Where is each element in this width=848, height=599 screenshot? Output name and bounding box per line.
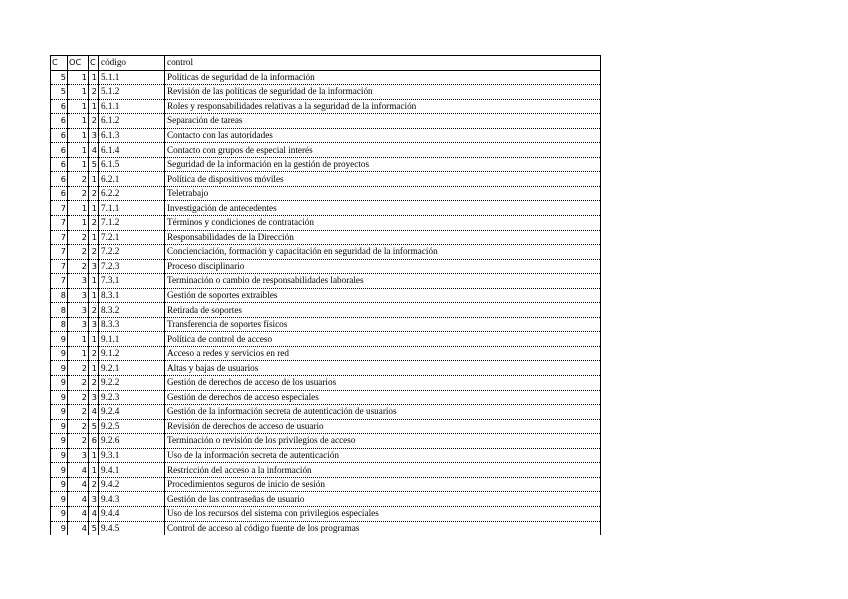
cell-c2: 2	[89, 376, 99, 391]
cell-oc: 2	[68, 230, 89, 245]
cell-control: Revisión de las políticas de seguridad de la información	[165, 85, 601, 100]
cell-control: Uso de la información secreta de autenticación	[165, 448, 601, 463]
table-row	[51, 303, 601, 318]
cell-c: 7	[51, 274, 68, 289]
cell-c2: 4	[89, 506, 99, 521]
cell-codigo: 9.2.2	[99, 376, 165, 391]
cell-oc: 2	[68, 186, 89, 201]
cell-c2: 1	[89, 332, 99, 347]
cell-oc: 1	[68, 143, 89, 158]
cell-c2: 1	[89, 201, 99, 216]
cell-codigo: 9.4.2	[99, 477, 165, 492]
cell-codigo: 5.1.2	[99, 85, 165, 100]
cell-oc: 3	[68, 317, 89, 332]
cell-codigo: 9.2.4	[99, 405, 165, 420]
table-row	[51, 245, 601, 260]
cell-control: Altas y bajas de usuarios	[165, 361, 601, 376]
cell-c: 9	[51, 346, 68, 361]
cell-c2: 2	[89, 346, 99, 361]
cell-control: Gestión de derechos de acceso de los usuarios	[165, 376, 601, 391]
table-row	[51, 128, 601, 143]
cell-c2: 3	[89, 492, 99, 507]
cell-c2: 2	[89, 245, 99, 260]
table-row	[51, 332, 601, 347]
header-c2: C	[89, 56, 99, 71]
cell-c: 7	[51, 259, 68, 274]
table-row	[51, 274, 601, 289]
cell-codigo: 6.1.5	[99, 157, 165, 172]
cell-c2: 3	[89, 390, 99, 405]
cell-c2: 5	[89, 157, 99, 172]
cell-control: Políticas de seguridad de la información	[165, 70, 601, 85]
cell-oc: 1	[68, 332, 89, 347]
cell-oc: 4	[68, 477, 89, 492]
cell-c: 9	[51, 434, 68, 449]
cell-codigo: 7.2.1	[99, 230, 165, 245]
cell-c2: 1	[89, 230, 99, 245]
cell-oc: 2	[68, 390, 89, 405]
table-row	[51, 85, 601, 100]
cell-c2: 1	[89, 70, 99, 85]
header-control: control	[165, 56, 601, 71]
cell-c: 7	[51, 245, 68, 260]
table-row	[51, 390, 601, 405]
table-row	[51, 506, 601, 521]
cell-c2: 1	[89, 288, 99, 303]
cell-oc: 2	[68, 376, 89, 391]
cell-c: 9	[51, 405, 68, 420]
cell-c2: 1	[89, 448, 99, 463]
header-c: C	[51, 56, 68, 71]
cell-control: Procedimientos seguros de inicio de sesión	[165, 477, 601, 492]
table-row	[51, 463, 601, 478]
cell-codigo: 9.1.2	[99, 346, 165, 361]
cell-c: 6	[51, 186, 68, 201]
cell-control: Control de acceso al código fuente de los programas	[165, 521, 601, 535]
cell-oc: 3	[68, 448, 89, 463]
cell-control: Retirada de soportes	[165, 303, 601, 318]
cell-control: Terminación o cambio de responsabilidades laborales	[165, 274, 601, 289]
cell-codigo: 9.2.6	[99, 434, 165, 449]
cell-codigo: 9.2.3	[99, 390, 165, 405]
cell-control: Política de dispositivos móviles	[165, 172, 601, 187]
table-row	[51, 201, 601, 216]
cell-c2: 2	[89, 114, 99, 129]
cell-oc: 4	[68, 463, 89, 478]
cell-oc: 2	[68, 172, 89, 187]
cell-codigo: 6.2.2	[99, 186, 165, 201]
cell-control: Revisión de derechos de acceso de usuario	[165, 419, 601, 434]
cell-oc: 3	[68, 303, 89, 318]
cell-c2: 3	[89, 128, 99, 143]
cell-oc: 1	[68, 346, 89, 361]
cell-c: 9	[51, 463, 68, 478]
table-row	[51, 521, 601, 535]
cell-c2: 5	[89, 521, 99, 535]
cell-codigo: 9.4.5	[99, 521, 165, 535]
cell-c: 9	[51, 492, 68, 507]
cell-c2: 2	[89, 186, 99, 201]
table-row	[51, 186, 601, 201]
cell-codigo: 9.2.1	[99, 361, 165, 376]
cell-codigo: 8.3.3	[99, 317, 165, 332]
cell-c2: 4	[89, 405, 99, 420]
cell-oc: 3	[68, 288, 89, 303]
cell-control: Seguridad de la información en la gestión de proyectos	[165, 157, 601, 172]
cell-oc: 4	[68, 521, 89, 535]
header-oc: OC	[68, 56, 89, 71]
table-row	[51, 376, 601, 391]
cell-control: Gestión de las contraseñas de usuario	[165, 492, 601, 507]
cell-control: Roles y responsabilidades relativas a la seguridad de la información	[165, 99, 601, 114]
cell-oc: 1	[68, 85, 89, 100]
table-row	[51, 346, 601, 361]
cell-control: Acceso a redes y servicios en red	[165, 346, 601, 361]
cell-c: 9	[51, 521, 68, 535]
table-row	[51, 143, 601, 158]
cell-control: Gestión de derechos de acceso especiales	[165, 390, 601, 405]
cell-c2: 1	[89, 463, 99, 478]
table-row	[51, 114, 601, 129]
table-row	[51, 405, 601, 420]
cell-codigo: 6.1.2	[99, 114, 165, 129]
cell-oc: 4	[68, 492, 89, 507]
cell-control: Transferencia de soportes físicos	[165, 317, 601, 332]
table-row	[51, 361, 601, 376]
cell-oc: 1	[68, 216, 89, 231]
cell-oc: 1	[68, 70, 89, 85]
cell-c: 9	[51, 448, 68, 463]
cell-codigo: 9.4.1	[99, 463, 165, 478]
table-row	[51, 288, 601, 303]
cell-codigo: 6.1.1	[99, 99, 165, 114]
cell-c: 9	[51, 332, 68, 347]
cell-control: Uso de los recursos del sistema con privilegios especiales	[165, 506, 601, 521]
cell-oc: 2	[68, 405, 89, 420]
cell-control: Teletrabajo	[165, 186, 601, 201]
cell-c2: 2	[89, 477, 99, 492]
cell-codigo: 9.4.3	[99, 492, 165, 507]
cell-control: Separación de tareas	[165, 114, 601, 129]
cell-oc: 4	[68, 506, 89, 521]
cell-c: 9	[51, 361, 68, 376]
cell-codigo: 9.2.5	[99, 419, 165, 434]
cell-oc: 2	[68, 361, 89, 376]
table-row	[51, 434, 601, 449]
cell-c: 6	[51, 99, 68, 114]
cell-codigo: 7.2.2	[99, 245, 165, 260]
cell-control: Restricción del acceso a la información	[165, 463, 601, 478]
cell-c2: 2	[89, 216, 99, 231]
table-row	[51, 477, 601, 492]
table-row	[51, 157, 601, 172]
cell-oc: 2	[68, 434, 89, 449]
cell-oc: 1	[68, 201, 89, 216]
cell-c: 6	[51, 172, 68, 187]
cell-codigo: 8.3.2	[99, 303, 165, 318]
table-row	[51, 216, 601, 231]
cell-c2: 6	[89, 434, 99, 449]
cell-codigo: 8.3.1	[99, 288, 165, 303]
cell-oc: 1	[68, 99, 89, 114]
cell-oc: 2	[68, 259, 89, 274]
cell-control: Contacto con grupos de especial interés	[165, 143, 601, 158]
cell-codigo: 7.1.2	[99, 216, 165, 231]
cell-c: 7	[51, 201, 68, 216]
cell-c: 9	[51, 419, 68, 434]
cell-c: 6	[51, 143, 68, 158]
cell-codigo: 7.1.1	[99, 201, 165, 216]
cell-codigo: 7.2.3	[99, 259, 165, 274]
cell-c: 5	[51, 85, 68, 100]
cell-codigo: 6.1.3	[99, 128, 165, 143]
cell-codigo: 7.3.1	[99, 274, 165, 289]
cell-c: 8	[51, 317, 68, 332]
table-row	[51, 230, 601, 245]
cell-control: Proceso disciplinario	[165, 259, 601, 274]
cell-control: Terminación o revisión de los privilegios de acceso	[165, 434, 601, 449]
cell-c2: 4	[89, 143, 99, 158]
cell-control: Política de control de acceso	[165, 332, 601, 347]
cell-control: Gestión de la información secreta de autenticación de usuarios	[165, 405, 601, 420]
cell-c: 9	[51, 477, 68, 492]
cell-codigo: 5.1.1	[99, 70, 165, 85]
table-row	[51, 99, 601, 114]
cell-c: 6	[51, 114, 68, 129]
table-row	[51, 70, 601, 85]
table-row	[51, 448, 601, 463]
cell-c2: 1	[89, 274, 99, 289]
cell-control: Investigación de antecedentes	[165, 201, 601, 216]
cell-c2: 1	[89, 172, 99, 187]
cell-c2: 3	[89, 259, 99, 274]
table-row	[51, 259, 601, 274]
cell-c2: 3	[89, 317, 99, 332]
cell-c: 6	[51, 128, 68, 143]
cell-c: 9	[51, 390, 68, 405]
cell-c2: 1	[89, 361, 99, 376]
cell-control: Contacto con las autoridades	[165, 128, 601, 143]
cell-oc: 2	[68, 245, 89, 260]
cell-c: 6	[51, 157, 68, 172]
table-header	[51, 56, 601, 71]
cell-control: Términos y condiciones de contratación	[165, 216, 601, 231]
cell-oc: 1	[68, 128, 89, 143]
table-row	[51, 317, 601, 332]
header-row	[51, 56, 601, 71]
cell-oc: 2	[68, 419, 89, 434]
cell-oc: 3	[68, 274, 89, 289]
table-body	[51, 70, 601, 535]
cell-codigo: 9.3.1	[99, 448, 165, 463]
cell-codigo: 9.1.1	[99, 332, 165, 347]
cell-c: 5	[51, 70, 68, 85]
cell-codigo: 6.1.4	[99, 143, 165, 158]
cell-c2: 5	[89, 419, 99, 434]
cell-c2: 1	[89, 99, 99, 114]
cell-c: 7	[51, 230, 68, 245]
cell-c2: 2	[89, 303, 99, 318]
header-codigo: código	[99, 56, 165, 71]
cell-codigo: 9.4.4	[99, 506, 165, 521]
cell-c: 7	[51, 216, 68, 231]
cell-c: 8	[51, 303, 68, 318]
controls-table	[50, 55, 601, 535]
cell-oc: 1	[68, 157, 89, 172]
cell-control: Gestión de soportes extraíbles	[165, 288, 601, 303]
table-row	[51, 419, 601, 434]
cell-c: 8	[51, 288, 68, 303]
cell-control: Responsabilidades de la Dirección	[165, 230, 601, 245]
cell-oc: 1	[68, 114, 89, 129]
cell-codigo: 6.2.1	[99, 172, 165, 187]
table-row	[51, 172, 601, 187]
cell-control: Concienciación, formación y capacitación en seguridad de la información	[165, 245, 601, 260]
cell-c: 9	[51, 376, 68, 391]
table-row	[51, 492, 601, 507]
cell-c: 9	[51, 506, 68, 521]
cell-c2: 2	[89, 85, 99, 100]
